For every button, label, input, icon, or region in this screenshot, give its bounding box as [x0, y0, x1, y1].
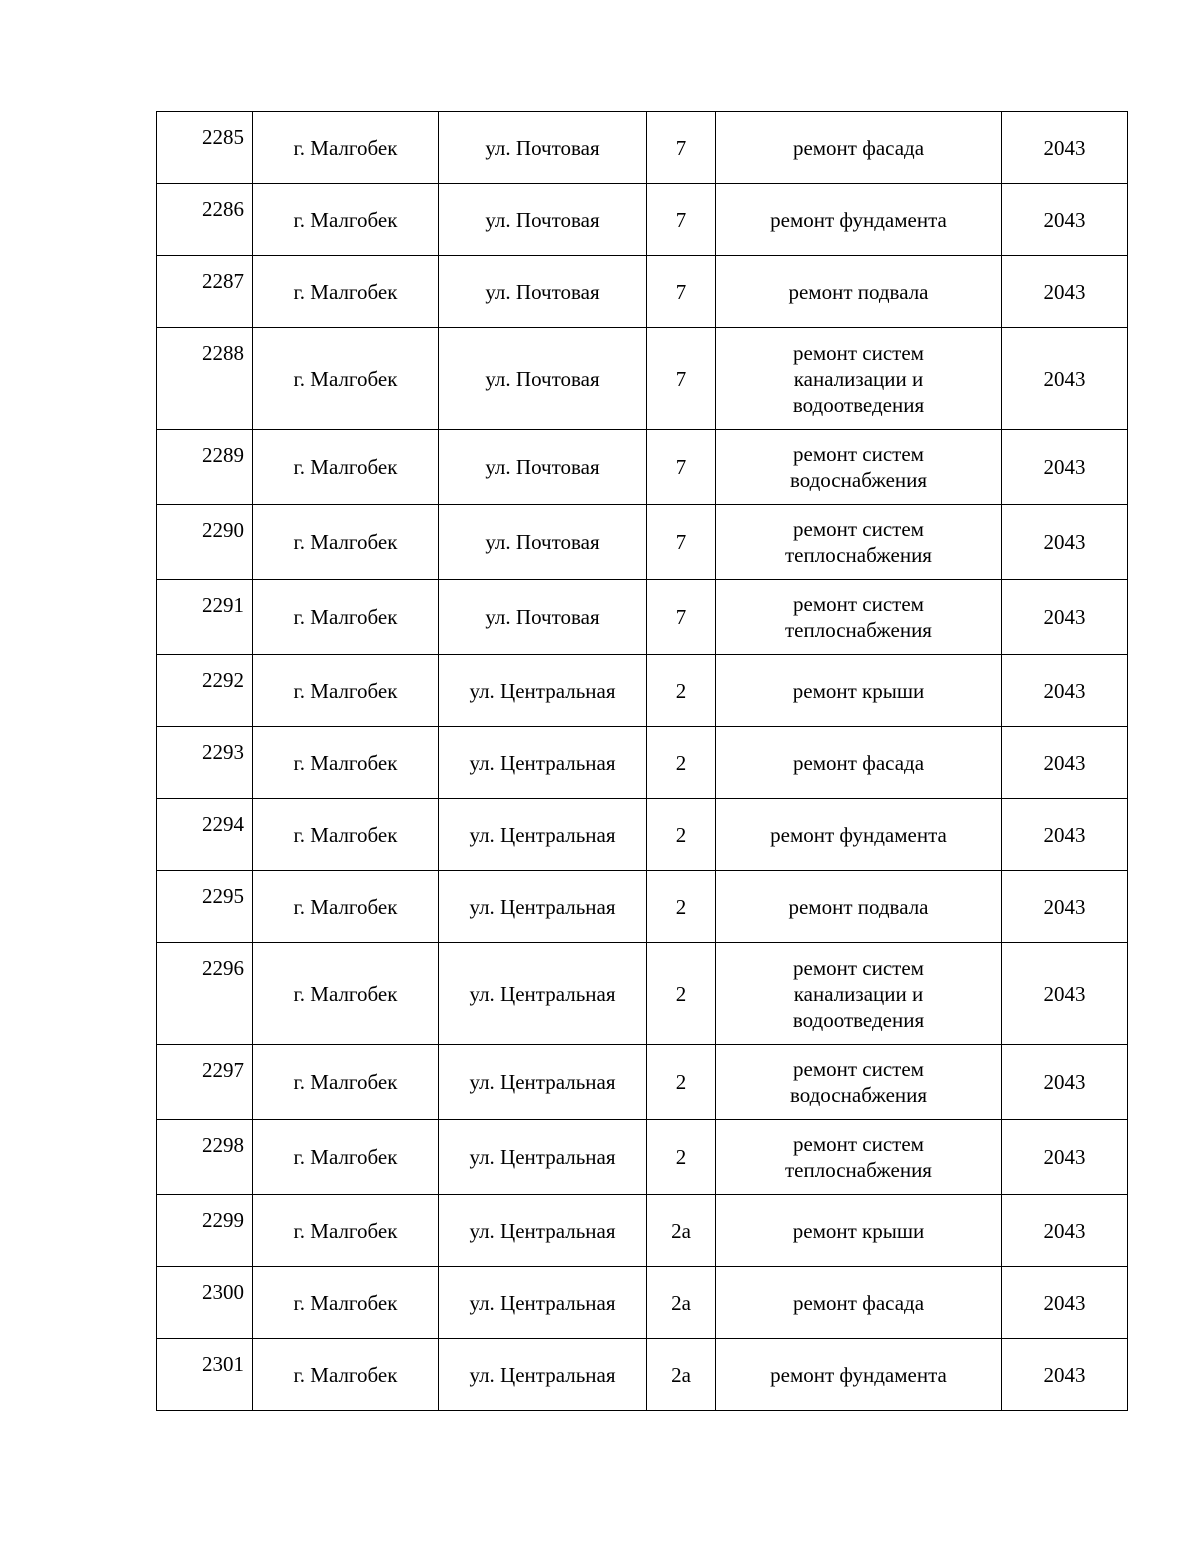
work-type-line: ремонт фасада [792, 1290, 925, 1315]
house-number-cell: 2 [647, 943, 716, 1045]
street-cell: ул. Центральная [439, 1045, 647, 1120]
row-number-cell: 2291 [157, 580, 253, 655]
year-cell: 2043 [1002, 112, 1128, 184]
house-number-cell: 2 [647, 799, 716, 871]
street-cell: ул. Центральная [439, 871, 647, 943]
work-type-line: водоснабжения [789, 468, 928, 492]
work-type-cell [716, 430, 1002, 505]
city-cell: г. Малгобек [253, 328, 439, 430]
house-number-cell: 7 [647, 430, 716, 505]
work-type-line: ремонт систем [793, 517, 924, 541]
work-type-cell [716, 112, 1002, 184]
street-cell: ул. Центральная [439, 655, 647, 727]
year-cell: 2043 [1002, 505, 1128, 580]
house-number-cell: 2а [647, 1195, 716, 1267]
table-row [157, 112, 1128, 184]
work-type-line: ремонт фундамента [770, 207, 947, 232]
work-type-line: ремонт систем [793, 442, 924, 466]
row-number-cell: 2300 [157, 1267, 253, 1339]
work-type-line: канализации и [793, 981, 924, 1006]
year-cell: 2043 [1002, 1339, 1128, 1411]
work-type-line: ремонт фундамента [770, 1362, 947, 1387]
city-cell: г. Малгобек [253, 1339, 439, 1411]
work-type-line: ремонт крыши [792, 1218, 925, 1243]
street-cell: ул. Центральная [439, 727, 647, 799]
row-number-cell: 2295 [157, 871, 253, 943]
work-type-line: ремонт систем [793, 955, 924, 980]
street-cell: ул. Почтовая [439, 430, 647, 505]
table-row [157, 943, 1128, 1045]
house-number-cell: 7 [647, 256, 716, 328]
year-cell: 2043 [1002, 1195, 1128, 1267]
street-cell: ул. Центральная [439, 799, 647, 871]
house-number-cell: 7 [647, 505, 716, 580]
work-type-cell [716, 328, 1002, 430]
work-type-line: водоснабжения [789, 1083, 928, 1107]
row-number-cell: 2289 [157, 430, 253, 505]
work-type-line: ремонт подвала [788, 279, 929, 304]
house-number-cell: 7 [647, 328, 716, 430]
work-type-cell [716, 1120, 1002, 1195]
work-type-cell [716, 580, 1002, 655]
row-number-cell: 2296 [157, 943, 253, 1045]
city-cell: г. Малгобек [253, 184, 439, 256]
year-cell: 2043 [1002, 328, 1128, 430]
row-number-cell: 2298 [157, 1120, 253, 1195]
city-cell: г. Малгобек [253, 1120, 439, 1195]
table-row [157, 328, 1128, 430]
table-row [157, 430, 1128, 505]
city-cell: г. Малгобек [253, 871, 439, 943]
house-number-cell: 2а [647, 1339, 716, 1411]
work-type-line: ремонт фасада [792, 750, 925, 775]
year-cell: 2043 [1002, 727, 1128, 799]
year-cell: 2043 [1002, 580, 1128, 655]
year-cell: 2043 [1002, 256, 1128, 328]
city-cell: г. Малгобек [253, 943, 439, 1045]
street-cell: ул. Центральная [439, 1195, 647, 1267]
city-cell: г. Малгобек [253, 580, 439, 655]
work-type-cell [716, 871, 1002, 943]
work-type-line: теплоснабжения [785, 543, 932, 567]
table-row [157, 1045, 1128, 1120]
table-row [157, 580, 1128, 655]
work-type-cell [716, 1045, 1002, 1120]
work-type-cell [716, 256, 1002, 328]
house-number-cell: 2 [647, 655, 716, 727]
row-number-cell: 2294 [157, 799, 253, 871]
row-number-cell: 2286 [157, 184, 253, 256]
house-number-cell: 2 [647, 727, 716, 799]
street-cell: ул. Почтовая [439, 112, 647, 184]
work-type-line: теплоснабжения [785, 1158, 932, 1182]
year-cell: 2043 [1002, 655, 1128, 727]
table-row [157, 256, 1128, 328]
street-cell: ул. Почтовая [439, 184, 647, 256]
work-type-line: канализации и [793, 366, 924, 391]
row-number-cell: 2288 [157, 328, 253, 430]
work-type-cell [716, 1195, 1002, 1267]
street-cell: ул. Центральная [439, 1339, 647, 1411]
year-cell: 2043 [1002, 430, 1128, 505]
work-type-cell [716, 727, 1002, 799]
table-row [157, 184, 1128, 256]
work-type-line: ремонт крыши [792, 678, 925, 703]
house-number-cell: 2 [647, 871, 716, 943]
house-number-cell: 7 [647, 184, 716, 256]
city-cell: г. Малгобек [253, 1195, 439, 1267]
table-row [157, 799, 1128, 871]
row-number-cell: 2301 [157, 1339, 253, 1411]
city-cell: г. Малгобек [253, 256, 439, 328]
row-number-cell: 2297 [157, 1045, 253, 1120]
work-type-line: ремонт фасада [792, 135, 925, 160]
work-type-line: ремонт подвала [788, 894, 929, 919]
street-cell: ул. Почтовая [439, 580, 647, 655]
row-number-cell: 2290 [157, 505, 253, 580]
city-cell: г. Малгобек [253, 655, 439, 727]
works-table [156, 111, 1128, 1411]
year-cell: 2043 [1002, 943, 1128, 1045]
work-type-line: водоотведения [792, 1007, 925, 1032]
work-type-line: водоотведения [792, 392, 925, 417]
year-cell: 2043 [1002, 1267, 1128, 1339]
table-row [157, 1120, 1128, 1195]
house-number-cell: 2 [647, 1045, 716, 1120]
table-body [157, 112, 1128, 1411]
work-type-line: ремонт систем [793, 340, 924, 365]
year-cell: 2043 [1002, 799, 1128, 871]
table-row [157, 1267, 1128, 1339]
work-type-cell [716, 1267, 1002, 1339]
year-cell: 2043 [1002, 1120, 1128, 1195]
work-type-cell [716, 505, 1002, 580]
house-number-cell: 7 [647, 112, 716, 184]
work-type-cell [716, 799, 1002, 871]
street-cell: ул. Центральная [439, 1267, 647, 1339]
table-row [157, 1339, 1128, 1411]
city-cell: г. Малгобек [253, 505, 439, 580]
house-number-cell: 2а [647, 1267, 716, 1339]
house-number-cell: 7 [647, 580, 716, 655]
row-number-cell: 2287 [157, 256, 253, 328]
city-cell: г. Малгобек [253, 112, 439, 184]
table-row [157, 505, 1128, 580]
city-cell: г. Малгобек [253, 1045, 439, 1120]
year-cell: 2043 [1002, 184, 1128, 256]
work-type-line: ремонт систем [793, 1057, 924, 1081]
work-type-line: ремонт систем [793, 1132, 924, 1156]
work-type-line: ремонт фундамента [770, 822, 947, 847]
work-type-line: ремонт систем [793, 592, 924, 616]
work-type-cell [716, 655, 1002, 727]
table-row [157, 655, 1128, 727]
year-cell: 2043 [1002, 1045, 1128, 1120]
street-cell: ул. Почтовая [439, 505, 647, 580]
table-row [157, 1195, 1128, 1267]
row-number-cell: 2299 [157, 1195, 253, 1267]
row-number-cell: 2285 [157, 112, 253, 184]
city-cell: г. Малгобек [253, 799, 439, 871]
city-cell: г. Малгобек [253, 430, 439, 505]
work-type-cell [716, 1339, 1002, 1411]
street-cell: ул. Почтовая [439, 328, 647, 430]
street-cell: ул. Почтовая [439, 256, 647, 328]
city-cell: г. Малгобек [253, 727, 439, 799]
work-type-cell [716, 943, 1002, 1045]
work-type-cell [716, 184, 1002, 256]
table-row [157, 871, 1128, 943]
work-type-line: теплоснабжения [785, 618, 932, 642]
city-cell: г. Малгобек [253, 1267, 439, 1339]
house-number-cell: 2 [647, 1120, 716, 1195]
table-row [157, 727, 1128, 799]
row-number-cell: 2293 [157, 727, 253, 799]
row-number-cell: 2292 [157, 655, 253, 727]
year-cell: 2043 [1002, 871, 1128, 943]
street-cell: ул. Центральная [439, 943, 647, 1045]
street-cell: ул. Центральная [439, 1120, 647, 1195]
